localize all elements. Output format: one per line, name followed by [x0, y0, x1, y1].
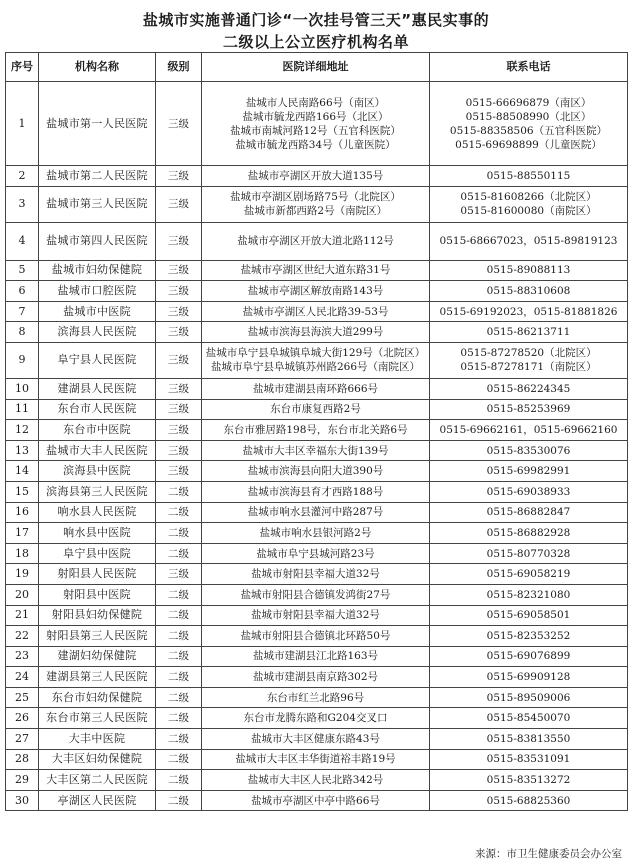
address-line: 盐城市毓龙西路166号（北区） — [242, 110, 389, 123]
hospital-address — [202, 708, 430, 729]
row-number: 7 — [6, 301, 39, 322]
address-line: 盐城市大丰区人民北路342号 — [247, 774, 384, 787]
hospital-address — [202, 399, 430, 420]
address-line: 盐城市大丰区丰华街道裕丰路19号 — [235, 753, 396, 766]
institution-name: 盐城市口腔医院 — [39, 281, 156, 302]
row-number: 15 — [6, 481, 39, 502]
table-row — [6, 543, 628, 564]
hospital-address — [202, 166, 430, 187]
table-row — [6, 281, 628, 302]
hospital-level: 三级 — [156, 260, 202, 281]
hospital-address — [202, 186, 430, 222]
hospital-level: 二级 — [156, 584, 202, 605]
phone-line: 0515-68667023，0515-89819123 — [439, 235, 618, 248]
hospital-level: 二级 — [156, 605, 202, 626]
address-line: 盐城市阜宁县阜城镇苏州路266号（南院区） — [210, 361, 421, 374]
institution-name: 盐城市中医院 — [39, 301, 156, 322]
hospital-address — [202, 301, 430, 322]
table-header-row — [6, 53, 628, 82]
hospital-level: 二级 — [156, 749, 202, 770]
row-number: 26 — [6, 708, 39, 729]
hospital-address — [202, 605, 430, 626]
hospital-phone — [430, 342, 628, 378]
hospital-address — [202, 502, 430, 523]
table-row — [6, 420, 628, 441]
row-number: 21 — [6, 605, 39, 626]
row-number: 20 — [6, 584, 39, 605]
hospital-address — [202, 82, 430, 166]
institution-name: 滨海县中医院 — [39, 461, 156, 482]
hospital-phone — [430, 626, 628, 647]
header-level: 级别 — [156, 53, 202, 82]
phone-line: 0515-68825360 — [486, 794, 571, 807]
header-address: 医院详细地址 — [202, 53, 430, 82]
address-line: 盐城市建湖县南京路302号 — [252, 671, 379, 684]
address-line: 盐城市毓龙西路34号（儿童医院） — [235, 138, 396, 151]
table-row — [6, 523, 628, 544]
table-row — [6, 667, 628, 688]
institution-name: 建湖妇幼保健院 — [39, 646, 156, 667]
institution-name: 滨海县人民医院 — [39, 322, 156, 343]
hospital-level: 二级 — [156, 729, 202, 750]
table-row — [6, 399, 628, 420]
hospital-address — [202, 749, 430, 770]
phone-line: 0515-69909128 — [486, 671, 571, 684]
hospital-phone — [430, 502, 628, 523]
hospital-phone — [430, 260, 628, 281]
phone-line: 0515-88508990（北区） — [465, 110, 592, 123]
hospital-phone — [430, 646, 628, 667]
institution-name: 东台市妇幼保健院 — [39, 687, 156, 708]
hospital-phone — [430, 322, 628, 343]
address-line: 盐城市亭湖区世纪大道东路31号 — [240, 264, 391, 277]
hospital-address — [202, 481, 430, 502]
table-row — [6, 687, 628, 708]
hospital-level: 三级 — [156, 186, 202, 222]
hospital-level: 三级 — [156, 399, 202, 420]
institution-name: 建湖县人民医院 — [39, 378, 156, 399]
hospital-phone — [430, 605, 628, 626]
institution-name: 东台市第三人民医院 — [39, 708, 156, 729]
hospital-phone — [430, 523, 628, 544]
hospital-phone — [430, 687, 628, 708]
hospital-level: 二级 — [156, 481, 202, 502]
phone-line: 0515-87278520（北院区） — [460, 347, 597, 360]
hospital-level: 三级 — [156, 378, 202, 399]
phone-line: 0515-86882928 — [486, 526, 571, 539]
institution-name: 射阳县人民医院 — [39, 564, 156, 585]
hospital-level: 二级 — [156, 687, 202, 708]
hospital-phone — [430, 708, 628, 729]
hospital-phone — [430, 667, 628, 688]
row-number: 27 — [6, 729, 39, 750]
hospital-address — [202, 790, 430, 811]
table-row — [6, 626, 628, 647]
address-line: 盐城市建湖县江北路163号 — [252, 650, 379, 663]
hospital-phone — [430, 166, 628, 187]
address-line: 盐城市大丰区幸福东大街139号 — [242, 444, 389, 457]
hospital-level: 三级 — [156, 166, 202, 187]
address-line: 盐城市滨海县育才西路188号 — [247, 485, 384, 498]
hospital-address — [202, 440, 430, 461]
phone-line: 0515-86882847 — [486, 506, 571, 519]
row-number: 10 — [6, 378, 39, 399]
phone-line: 0515-69076899 — [486, 650, 571, 663]
row-number: 25 — [6, 687, 39, 708]
table-row — [6, 646, 628, 667]
hospital-address — [202, 770, 430, 791]
hospital-level: 三级 — [156, 322, 202, 343]
phone-line: 0515-69058501 — [486, 609, 571, 622]
address-line: 盐城市建湖县南环路666号 — [252, 382, 379, 395]
hospital-address — [202, 646, 430, 667]
phone-line: 0515-82353252 — [486, 629, 571, 642]
row-number: 5 — [6, 260, 39, 281]
hospital-level: 三级 — [156, 420, 202, 441]
table-row — [6, 440, 628, 461]
institution-name: 盐城市大丰人民医院 — [39, 440, 156, 461]
phone-line: 0515-85450070 — [486, 712, 571, 725]
hospital-level: 二级 — [156, 543, 202, 564]
row-number: 9 — [6, 342, 39, 378]
institution-name: 亭湖区人民医院 — [39, 790, 156, 811]
institution-name: 盐城市第三人民医院 — [39, 186, 156, 222]
address-line: 盐城市大丰区健康东路43号 — [251, 732, 380, 745]
hospital-phone — [430, 186, 628, 222]
table-row — [6, 378, 628, 399]
row-number: 12 — [6, 420, 39, 441]
phone-line: 0515-80770328 — [486, 547, 571, 560]
institution-name: 盐城市第一人民医院 — [39, 82, 156, 166]
hospital-phone — [430, 564, 628, 585]
phone-line: 0515-83530076 — [486, 444, 571, 457]
institution-name: 阜宁县人民医院 — [39, 342, 156, 378]
hospital-level: 二级 — [156, 646, 202, 667]
row-number: 13 — [6, 440, 39, 461]
institution-name: 建湖县第三人民医院 — [39, 667, 156, 688]
phone-line: 0515-88358506（五官科医院） — [449, 124, 608, 137]
row-number: 18 — [6, 543, 39, 564]
phone-line: 0515-69662161，0515-69662160 — [439, 423, 618, 436]
institution-name: 滨海县第三人民医院 — [39, 481, 156, 502]
phone-line: 0515-85253969 — [486, 403, 571, 416]
table-row — [6, 564, 628, 585]
row-number: 4 — [6, 222, 39, 260]
hospital-phone — [430, 281, 628, 302]
phone-line: 0515-86224345 — [486, 382, 571, 395]
hospital-phone — [430, 301, 628, 322]
document-title-line-2: 二级以上公立医疗机构名单 — [222, 33, 409, 51]
hospital-address — [202, 667, 430, 688]
institution-name: 盐城市第二人民医院 — [39, 166, 156, 187]
row-number: 30 — [6, 790, 39, 811]
source-note: 来源：市卫生健康委员会办公室 — [475, 848, 622, 860]
address-line: 盐城市亭湖区开放大道北路112号 — [237, 235, 394, 248]
hospital-level: 三级 — [156, 82, 202, 166]
hospital-level: 三级 — [156, 440, 202, 461]
hospital-address — [202, 729, 430, 750]
hospital-phone — [430, 420, 628, 441]
table-row — [6, 770, 628, 791]
address-line: 盐城市阜宁县阜城镇阜城大街129号（北院区） — [205, 347, 426, 360]
hospital-level: 三级 — [156, 342, 202, 378]
row-number: 11 — [6, 399, 39, 420]
address-line: 盐城市滨海县向阳大道390号 — [247, 465, 384, 478]
phone-line: 0515-83513272 — [486, 774, 571, 787]
institution-name: 大丰中医院 — [39, 729, 156, 750]
table-row — [6, 222, 628, 260]
phone-line: 0515-87278171（南院区） — [460, 361, 597, 374]
phone-line: 0515-66696879（南区） — [465, 96, 592, 109]
hospital-level: 二级 — [156, 523, 202, 544]
phone-line: 0515-88310608 — [486, 284, 571, 297]
hospital-level: 二级 — [156, 626, 202, 647]
institution-name: 响水县人民医院 — [39, 502, 156, 523]
address-line: 盐城市射阳县合德镇发鸿街27号 — [240, 588, 391, 601]
hospital-address — [202, 378, 430, 399]
address-line: 盐城市南城河路12号（五官科医院） — [230, 124, 401, 137]
address-line: 盐城市亭湖区剧场路75号（北院区） — [230, 191, 401, 204]
hospital-address — [202, 461, 430, 482]
hospital-phone — [430, 770, 628, 791]
address-line: 盐城市亭湖区中亭中路66号 — [251, 794, 380, 807]
hospital-address — [202, 420, 430, 441]
institution-name: 射阳县中医院 — [39, 584, 156, 605]
address-line: 盐城市亭湖区人民北路39-53号 — [242, 305, 389, 318]
institution-name: 阜宁县中医院 — [39, 543, 156, 564]
hospital-phone — [430, 378, 628, 399]
phone-line: 0515-69058219 — [486, 568, 571, 581]
address-line: 盐城市射阳县幸福大道32号 — [251, 609, 380, 622]
hospital-address — [202, 543, 430, 564]
phone-line: 0515-69982991 — [486, 465, 571, 478]
hospital-address — [202, 523, 430, 544]
hospital-address — [202, 222, 430, 260]
hospital-phone — [430, 399, 628, 420]
table-row — [6, 301, 628, 322]
hospital-table — [5, 52, 628, 811]
institution-name: 大丰区妇幼保健院 — [39, 749, 156, 770]
hospital-address — [202, 584, 430, 605]
phone-line: 0515-89509006 — [486, 691, 571, 704]
table-row — [6, 186, 628, 222]
header-institution-name: 机构名称 — [39, 53, 156, 82]
hospital-address — [202, 322, 430, 343]
header-number: 序号 — [6, 53, 39, 82]
header-phone: 联系电话 — [430, 53, 628, 82]
institution-name: 射阳县妇幼保健院 — [39, 605, 156, 626]
row-number: 8 — [6, 322, 39, 343]
row-number: 24 — [6, 667, 39, 688]
phone-line: 0515-69038933 — [486, 485, 571, 498]
hospital-level: 三级 — [156, 461, 202, 482]
address-line: 盐城市射阳县幸福大道32号 — [251, 568, 380, 581]
hospital-phone — [430, 82, 628, 166]
phone-line: 0515-81600080（南院区） — [460, 205, 597, 218]
table-row — [6, 260, 628, 281]
hospital-phone — [430, 222, 628, 260]
row-number: 29 — [6, 770, 39, 791]
institution-name: 盐城市第四人民医院 — [39, 222, 156, 260]
table-row — [6, 322, 628, 343]
table-row — [6, 790, 628, 811]
hospital-level: 二级 — [156, 667, 202, 688]
hospital-address — [202, 281, 430, 302]
row-number: 6 — [6, 281, 39, 302]
phone-line: 0515-86213711 — [486, 326, 571, 339]
hospital-level: 三级 — [156, 564, 202, 585]
hospital-phone — [430, 584, 628, 605]
row-number: 14 — [6, 461, 39, 482]
institution-name: 东台市中医院 — [39, 420, 156, 441]
phone-line: 0515-81608266（北院区） — [460, 191, 597, 204]
hospital-address — [202, 626, 430, 647]
hospital-address — [202, 342, 430, 378]
address-line: 盐城市亭湖区开放大道135号 — [247, 169, 384, 182]
table-row — [6, 461, 628, 482]
address-line: 盐城市新都西路2号（南院区） — [243, 205, 388, 218]
hospital-level: 二级 — [156, 502, 202, 523]
phone-line: 0515-69192023，0515-81881826 — [439, 305, 618, 318]
address-line: 东台市雅居路198号，东台市北关路6号 — [223, 423, 408, 436]
address-line: 东台市康复西路2号 — [270, 403, 361, 416]
phone-line: 0515-69698899（儿童医院） — [455, 138, 602, 151]
phone-line: 0515-88550115 — [486, 169, 571, 182]
institution-name: 射阳县第三人民医院 — [39, 626, 156, 647]
phone-line: 0515-83531091 — [486, 753, 571, 766]
row-number: 3 — [6, 186, 39, 222]
hospital-phone — [430, 729, 628, 750]
table-body — [6, 82, 628, 811]
hospital-level: 二级 — [156, 770, 202, 791]
table-row — [6, 729, 628, 750]
row-number: 16 — [6, 502, 39, 523]
address-line: 盐城市射阳县合德镇北环路50号 — [240, 629, 391, 642]
table-row — [6, 502, 628, 523]
phone-line: 0515-89088113 — [486, 264, 571, 277]
hospital-address — [202, 260, 430, 281]
hospital-level: 三级 — [156, 301, 202, 322]
address-line: 东台市龙腾东路和G204交叉口 — [243, 712, 388, 725]
address-line: 盐城市响水县银河路2号 — [259, 526, 372, 539]
row-number: 23 — [6, 646, 39, 667]
address-line: 盐城市阜宁县城河路23号 — [256, 547, 375, 560]
table-row — [6, 708, 628, 729]
address-line: 盐城市滨海县海滨大道299号 — [247, 326, 384, 339]
address-line: 盐城市人民南路66号（南区） — [245, 96, 386, 109]
hospital-level: 二级 — [156, 708, 202, 729]
row-number: 2 — [6, 166, 39, 187]
hospital-level: 三级 — [156, 281, 202, 302]
table-row — [6, 749, 628, 770]
phone-line: 0515-83813550 — [486, 732, 571, 745]
table-row — [6, 481, 628, 502]
institution-name: 大丰区第二人民医院 — [39, 770, 156, 791]
institution-name: 东台市人民医院 — [39, 399, 156, 420]
institution-name: 盐城市妇幼保健院 — [39, 260, 156, 281]
row-number: 22 — [6, 626, 39, 647]
row-number: 28 — [6, 749, 39, 770]
row-number: 17 — [6, 523, 39, 544]
hospital-address — [202, 687, 430, 708]
table-row — [6, 166, 628, 187]
address-line: 盐城市响水县灌河中路287号 — [247, 506, 384, 519]
hospital-level: 三级 — [156, 222, 202, 260]
hospital-phone — [430, 543, 628, 564]
phone-line: 0515-82321080 — [486, 588, 571, 601]
row-number: 19 — [6, 564, 39, 585]
address-line: 东台市红兰北路96号 — [266, 691, 365, 704]
document-title-line-1: 盐城市实施普通门诊“一次挂号管三天”惠民实事的 — [142, 11, 490, 29]
row-number: 1 — [6, 82, 39, 166]
hospital-level: 二级 — [156, 790, 202, 811]
table-row — [6, 584, 628, 605]
table-row — [6, 82, 628, 166]
hospital-phone — [430, 461, 628, 482]
hospital-phone — [430, 749, 628, 770]
table-row — [6, 342, 628, 378]
table-row — [6, 605, 628, 626]
hospital-phone — [430, 481, 628, 502]
hospital-phone — [430, 440, 628, 461]
address-line: 盐城市亭湖区解放南路143号 — [247, 284, 384, 297]
hospital-address — [202, 564, 430, 585]
hospital-phone — [430, 790, 628, 811]
institution-name: 响水县中医院 — [39, 523, 156, 544]
